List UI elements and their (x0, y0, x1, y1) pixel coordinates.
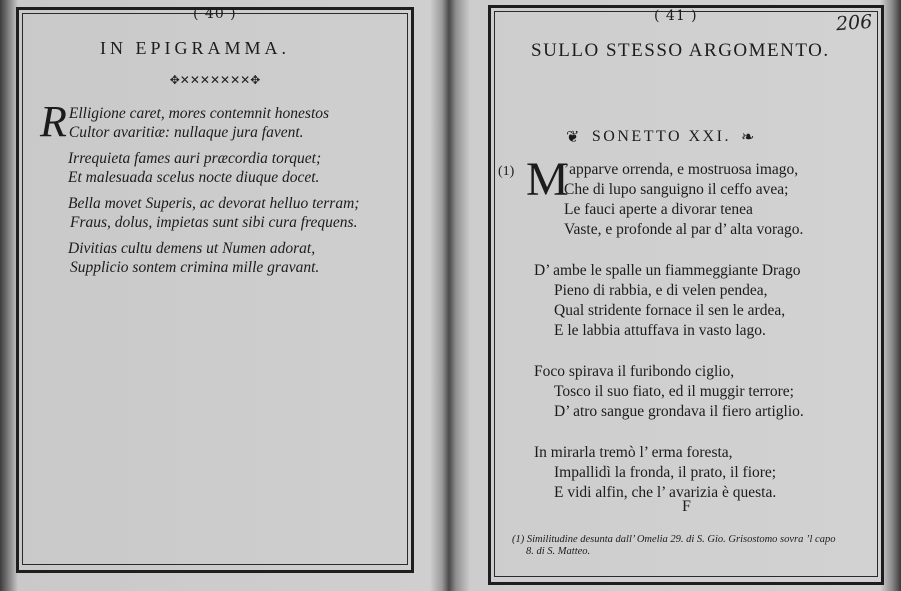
sonnet-quatrain-2 (498, 261, 868, 341)
verse-line: Che di lupo sanguigno il ceffo avea; (564, 181, 789, 198)
verse-line: Impallidì la fronda, il prato, il fiore; (554, 464, 777, 481)
epigram-distich (40, 239, 410, 277)
left-page (0, 0, 448, 591)
sonnet-tercet-2 (498, 443, 868, 503)
handwritten-folio-number: 206 (835, 10, 873, 36)
verse-line: Qual stridente fornace il sen le ardea, (554, 302, 786, 319)
dropcap-letter: R (40, 97, 67, 146)
footnote-line: (1) Similitudine desunta dall’ Omelia 29. di S. Gio. Grisostomo sovra ’l capo (512, 534, 836, 545)
epigram-distich (40, 194, 410, 232)
sonnet-title: SONETTO XXI. (591, 128, 731, 145)
verse-line: Pieno di rabbia, e di velen pendea, (554, 282, 768, 299)
verse-line: Bella movet Superis, ac devorat helluo terram; (68, 195, 360, 212)
verse-line: Et malesuada scelus nocte diuque docet. (68, 169, 320, 186)
flourish-left-icon: ❦ (566, 129, 582, 146)
verse-line: Le fauci aperte a divorar tenea (564, 201, 753, 218)
right-page-heading: SULLO STESSO ARGOMENTO. (531, 40, 830, 61)
signature-mark: F (682, 498, 691, 515)
verse-line: D’ atro sangue grondava il fiero artiglio. (554, 403, 804, 420)
left-page-number: ( 40 ) (193, 6, 237, 22)
verse-line: Tosco il suo fiato, ed il muggir terrore; (554, 383, 794, 400)
sonnet-tercet-1 (498, 362, 868, 422)
verse-line: Cultor avaritiæ: nullaque jura favent. (68, 124, 304, 141)
verse-line: Foco spirava il furibondo ciglio, (534, 363, 735, 380)
sonnet-heading (566, 127, 757, 147)
right-page (452, 0, 901, 591)
verse-line: E vidi alfin, che l’ avarizia è questa. (554, 484, 777, 501)
verse-line: In mirarla tremò l’ erma foresta, (534, 444, 733, 461)
flourish-right-icon: ❧ (740, 129, 757, 146)
dropcap-letter: M (526, 153, 569, 206)
epigram-distich (40, 97, 410, 146)
verse-line: E le labbia attuffava in vasto lago. (554, 322, 766, 339)
verse-line: Fraus, dolus, impietas sunt sibi cura frequens. (70, 214, 358, 231)
verse-line: Divitias cultu demens ut Numen adorat, (68, 240, 316, 257)
verse-line: Supplicio sontem crimina mille gravant. (70, 259, 320, 276)
verse-line: Vaste, e profonde al par d’ alta vorago. (564, 221, 804, 238)
footnote (512, 534, 872, 558)
verse-line: D’ ambe le spalle un fiammeggiante Drago (534, 262, 801, 279)
verse-line: Irrequieta fames auri præcordia torquet; (68, 150, 322, 167)
right-page-number: ( 41 ) (654, 8, 698, 24)
verse-line: Elligione caret, mores contemnit honestos (68, 105, 330, 122)
footnote-marker: (1) (498, 164, 515, 179)
sonnet-poem (498, 153, 868, 524)
left-page-heading: IN EPIGRAMMA. (100, 38, 291, 58)
verse-line: ’apparve orrenda, e mostruosa imago, (564, 161, 799, 178)
left-page-frame-inner (22, 13, 408, 565)
footnote-line: 8. di S. Matteo. (526, 546, 591, 557)
ornament-divider: ✥✕✕✕✕✕✕✕✥ (169, 73, 261, 87)
epigram-distich (40, 149, 410, 187)
epigram-poem (40, 97, 410, 284)
